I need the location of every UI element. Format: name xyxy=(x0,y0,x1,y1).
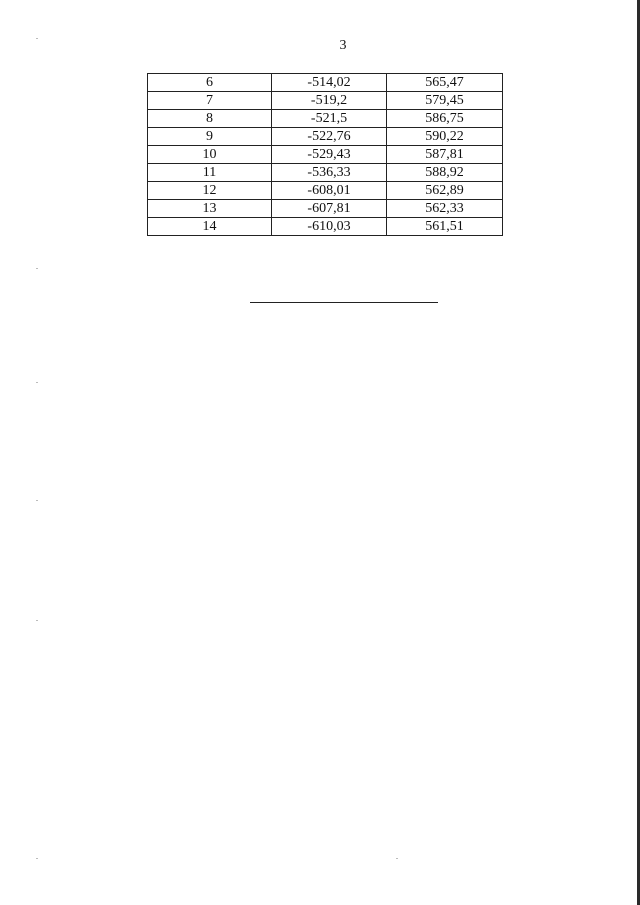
y-coordinate-cell: 587,81 xyxy=(387,146,503,164)
point-number-cell: 6 xyxy=(148,74,272,92)
x-coordinate-cell: -607,81 xyxy=(272,200,387,218)
point-number-cell: 11 xyxy=(148,164,272,182)
point-number-cell: 7 xyxy=(148,92,272,110)
end-of-document-rule xyxy=(250,302,438,303)
scan-speck xyxy=(36,38,38,39)
scan-speck xyxy=(36,500,38,501)
table-row xyxy=(148,218,503,236)
scan-speck xyxy=(36,382,38,383)
y-coordinate-cell: 588,92 xyxy=(387,164,503,182)
x-coordinate-cell: -536,33 xyxy=(272,164,387,182)
table-row xyxy=(148,146,503,164)
x-coordinate-cell: -519,2 xyxy=(272,92,387,110)
table-row xyxy=(148,164,503,182)
point-number-cell: 9 xyxy=(148,128,272,146)
y-coordinate-cell: 579,45 xyxy=(387,92,503,110)
y-coordinate-cell: 590,22 xyxy=(387,128,503,146)
table-row xyxy=(148,128,503,146)
page-number: 3 xyxy=(339,38,347,53)
x-coordinate-cell: -514,02 xyxy=(272,74,387,92)
y-coordinate-cell: 562,89 xyxy=(387,182,503,200)
x-coordinate-cell: -522,76 xyxy=(272,128,387,146)
point-number-cell: 14 xyxy=(148,218,272,236)
point-number-cell: 13 xyxy=(148,200,272,218)
point-number-cell: 10 xyxy=(148,146,272,164)
x-coordinate-cell: -521,5 xyxy=(272,110,387,128)
x-coordinate-cell: -529,43 xyxy=(272,146,387,164)
y-coordinate-cell: 586,75 xyxy=(387,110,503,128)
table-row xyxy=(148,110,503,128)
table-row xyxy=(148,200,503,218)
table-row xyxy=(148,182,503,200)
x-coordinate-cell: -610,03 xyxy=(272,218,387,236)
x-coordinate-cell: -608,01 xyxy=(272,182,387,200)
table-row xyxy=(148,74,503,92)
scan-speck xyxy=(36,620,38,621)
coordinates-table xyxy=(147,73,503,236)
point-number-cell: 8 xyxy=(148,110,272,128)
scan-speck xyxy=(36,858,38,859)
point-number-cell: 12 xyxy=(148,182,272,200)
y-coordinate-cell: 562,33 xyxy=(387,200,503,218)
y-coordinate-cell: 565,47 xyxy=(387,74,503,92)
scan-speck xyxy=(36,268,38,269)
y-coordinate-cell: 561,51 xyxy=(387,218,503,236)
scan-speck xyxy=(396,858,398,859)
table-row xyxy=(148,92,503,110)
